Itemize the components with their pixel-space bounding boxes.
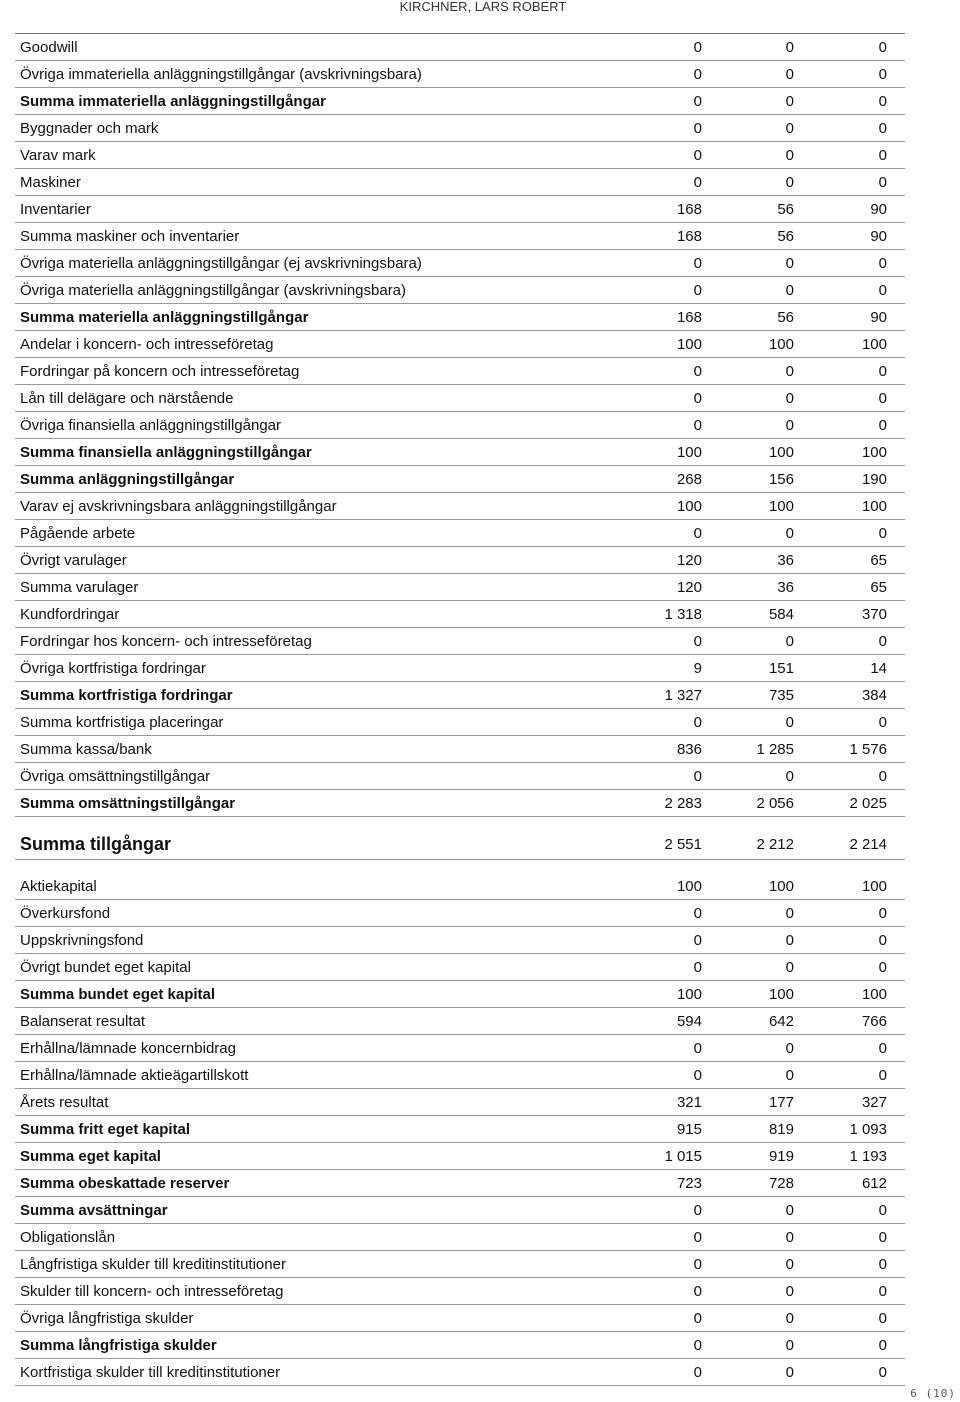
row-value-1: 0 (693, 281, 702, 299)
row-value-3: 90 (870, 200, 887, 218)
row-value-1: 0 (693, 904, 702, 922)
row-value-2: 2 212 (756, 835, 794, 853)
row-value-1: 100 (676, 877, 702, 895)
row-value-1: 1 327 (664, 686, 702, 704)
table-row (15, 385, 905, 412)
row-label: Övriga immateriella anläggningstillgångar (avskrivningsbara) (20, 65, 422, 83)
row-value-3: 2 025 (849, 794, 887, 812)
row-value-1: 1 015 (664, 1147, 702, 1165)
row-label: Lån till delägare och närstående (20, 389, 234, 407)
row-value-3: 0 (878, 1255, 887, 1273)
row-label: Summa varulager (20, 578, 139, 596)
row-value-1: 723 (676, 1174, 702, 1192)
row-value-2: 177 (768, 1093, 794, 1111)
row-value-2: 0 (785, 1066, 794, 1084)
row-value-2: 0 (785, 1255, 794, 1273)
table-row (15, 34, 905, 61)
table-row (15, 1359, 905, 1386)
row-value-2: 642 (768, 1012, 794, 1030)
row-value-2: 100 (768, 985, 794, 1003)
row-value-2: 0 (785, 389, 794, 407)
row-label: Summa omsättningstillgångar (20, 794, 236, 812)
table-row (15, 601, 905, 628)
row-label: Fordringar på koncern och intresseföretag (20, 362, 300, 380)
row-value-2: 819 (768, 1120, 794, 1138)
row-label: Övrigt varulager (20, 551, 127, 569)
row-value-1: 0 (693, 119, 702, 137)
row-label: Summa kortfristiga placeringar (20, 713, 224, 731)
row-value-2: 584 (768, 605, 794, 623)
row-label: Goodwill (20, 38, 78, 56)
row-value-1: 0 (693, 767, 702, 785)
row-value-2: 36 (777, 551, 794, 569)
table-row (15, 1062, 905, 1089)
table-row (15, 547, 905, 574)
row-value-3: 0 (878, 389, 887, 407)
row-value-1: 120 (676, 578, 702, 596)
table-row (15, 1332, 905, 1359)
row-value-1: 0 (693, 1201, 702, 1219)
row-value-3: 0 (878, 38, 887, 56)
table-row (15, 115, 905, 142)
row-value-1: 0 (693, 254, 702, 272)
row-value-2: 0 (785, 1282, 794, 1300)
row-value-2: 100 (768, 877, 794, 895)
row-value-1: 0 (693, 1066, 702, 1084)
row-label: Övriga materiella anläggningstillgångar (avskrivningsbara) (20, 281, 407, 299)
table-row (15, 520, 905, 547)
row-label: Summa kortfristiga fordringar (20, 686, 233, 704)
row-label: Överkursfond (20, 904, 111, 922)
table-row (15, 1305, 905, 1332)
row-value-3: 65 (870, 578, 887, 596)
row-value-3: 0 (878, 1201, 887, 1219)
row-value-3: 1 093 (849, 1120, 887, 1138)
row-value-2: 0 (785, 416, 794, 434)
row-value-3: 14 (870, 659, 887, 677)
row-value-3: 2 214 (849, 835, 887, 853)
row-value-2: 0 (785, 362, 794, 380)
row-label: Uppskrivningsfond (20, 931, 144, 949)
row-label: Erhållna/lämnade koncernbidrag (20, 1039, 236, 1057)
row-value-2: 0 (785, 1201, 794, 1219)
table-row (15, 223, 905, 250)
row-value-2: 0 (785, 1336, 794, 1354)
row-value-3: 0 (878, 632, 887, 650)
row-value-3: 90 (870, 308, 887, 326)
row-value-2: 1 285 (756, 740, 794, 758)
table-row (15, 493, 905, 520)
row-value-2: 151 (768, 659, 794, 677)
row-value-3: 766 (861, 1012, 887, 1030)
table-row (15, 1170, 905, 1197)
row-label: Övriga långfristiga skulder (20, 1309, 194, 1327)
row-value-2: 0 (785, 958, 794, 976)
row-label: Övriga kortfristiga fordringar (20, 659, 206, 677)
row-value-1: 168 (676, 308, 702, 326)
row-label: Obligationslån (20, 1228, 116, 1246)
row-value-2: 36 (777, 578, 794, 596)
table-row (15, 682, 905, 709)
row-value-3: 0 (878, 1039, 887, 1057)
row-value-3: 0 (878, 1309, 887, 1327)
row-value-1: 0 (693, 362, 702, 380)
table-row (15, 981, 905, 1008)
row-value-3: 100 (861, 335, 887, 353)
table-row (15, 439, 905, 466)
row-value-3: 0 (878, 281, 887, 299)
row-label: Varav ej avskrivningsbara anläggningstillgångar (20, 497, 337, 515)
table-row (15, 1143, 905, 1170)
row-value-3: 0 (878, 958, 887, 976)
row-label: Kundfordringar (20, 605, 120, 623)
row-value-1: 0 (693, 1336, 702, 1354)
row-label: Övriga omsättningstillgångar (20, 767, 211, 785)
row-label: Övrigt bundet eget kapital (20, 958, 191, 976)
row-value-3: 190 (861, 470, 887, 488)
row-label: Summa maskiner och inventarier (20, 227, 240, 245)
row-label: Summa bundet eget kapital (20, 985, 216, 1003)
row-value-1: 0 (693, 524, 702, 542)
table-row (15, 709, 905, 736)
row-value-1: 0 (693, 146, 702, 164)
row-label: Varav mark (20, 146, 96, 164)
row-value-3: 0 (878, 1363, 887, 1381)
page-number: 6 (10) (910, 1387, 956, 1400)
row-value-2: 100 (768, 497, 794, 515)
row-value-2: 0 (785, 146, 794, 164)
row-value-1: 2 551 (664, 835, 702, 853)
row-value-3: 0 (878, 767, 887, 785)
row-value-1: 0 (693, 1228, 702, 1246)
row-value-1: 0 (693, 1255, 702, 1273)
row-value-1: 0 (693, 389, 702, 407)
row-value-3: 0 (878, 713, 887, 731)
row-value-3: 100 (861, 877, 887, 895)
row-value-1: 168 (676, 200, 702, 218)
row-value-1: 0 (693, 1363, 702, 1381)
row-value-3: 0 (878, 92, 887, 110)
row-label: Summa kassa/bank (20, 740, 152, 758)
row-value-3: 0 (878, 254, 887, 272)
row-value-3: 0 (878, 1282, 887, 1300)
table-row (15, 142, 905, 169)
row-value-1: 0 (693, 38, 702, 56)
row-value-1: 100 (676, 335, 702, 353)
row-value-2: 56 (777, 200, 794, 218)
row-value-3: 100 (861, 985, 887, 1003)
row-value-1: 168 (676, 227, 702, 245)
table-row (15, 250, 905, 277)
row-label: Summa tillgångar (20, 833, 172, 854)
row-label: Kortfristiga skulder till kreditinstitutioner (20, 1363, 281, 1381)
row-label: Summa obeskattade reserver (20, 1174, 230, 1192)
row-value-3: 1 193 (849, 1147, 887, 1165)
row-value-3: 0 (878, 146, 887, 164)
row-label: Summa immateriella anläggningstillgångar (20, 92, 326, 110)
row-label: Övriga materiella anläggningstillgångar (ej avskrivningsbara) (20, 254, 422, 272)
row-value-1: 0 (693, 416, 702, 434)
row-value-3: 0 (878, 173, 887, 191)
row-value-1: 0 (693, 713, 702, 731)
row-value-2: 0 (785, 767, 794, 785)
row-value-1: 321 (676, 1093, 702, 1111)
row-label: Summa finansiella anläggningstillgångar (20, 443, 312, 461)
row-value-3: 0 (878, 65, 887, 83)
assets-table (15, 33, 905, 817)
row-value-1: 0 (693, 632, 702, 650)
table-row (15, 61, 905, 88)
row-value-2: 728 (768, 1174, 794, 1192)
table-row (15, 574, 905, 601)
row-value-1: 0 (693, 1282, 702, 1300)
table-row (15, 304, 905, 331)
row-value-3: 0 (878, 362, 887, 380)
table-row (15, 763, 905, 790)
row-value-3: 90 (870, 227, 887, 245)
row-label: Summa avsättningar (20, 1201, 168, 1219)
row-value-1: 268 (676, 470, 702, 488)
row-value-3: 65 (870, 551, 887, 569)
table-row (15, 954, 905, 981)
row-label: Skulder till koncern- och intresseföretag (20, 1282, 284, 1300)
header-name: KIRCHNER, LARS ROBERT (399, 0, 567, 14)
row-value-2: 735 (768, 686, 794, 704)
table-row (15, 358, 905, 385)
row-value-1: 836 (676, 740, 702, 758)
table-row (15, 927, 905, 954)
row-value-1: 100 (676, 497, 702, 515)
table-row (15, 1251, 905, 1278)
table-row (15, 736, 905, 763)
row-value-3: 0 (878, 931, 887, 949)
table-row (15, 655, 905, 682)
equity-liabilities-table (15, 873, 905, 1386)
row-value-2: 56 (777, 227, 794, 245)
row-value-3: 612 (861, 1174, 887, 1192)
row-value-2: 0 (785, 119, 794, 137)
row-value-3: 0 (878, 416, 887, 434)
row-value-2: 0 (785, 713, 794, 731)
row-label: Andelar i koncern- och intresseföretag (20, 335, 274, 353)
row-value-1: 120 (676, 551, 702, 569)
table-row (15, 1197, 905, 1224)
table-row (15, 466, 905, 493)
row-label: Balanserat resultat (20, 1012, 146, 1030)
row-value-2: 0 (785, 1363, 794, 1381)
row-value-3: 384 (861, 686, 887, 704)
total-assets-row (15, 829, 905, 860)
row-value-3: 0 (878, 1066, 887, 1084)
table-row (15, 1116, 905, 1143)
row-label: Fordringar hos koncern- och intresseföretag (20, 632, 312, 650)
row-label: Aktiekapital (20, 877, 97, 895)
row-value-2: 56 (777, 308, 794, 326)
row-value-3: 100 (861, 497, 887, 515)
table-row (15, 277, 905, 304)
row-value-1: 0 (693, 1309, 702, 1327)
table-row (15, 1089, 905, 1116)
row-label: Övriga finansiella anläggningstillgångar (20, 416, 281, 434)
row-label: Summa anläggningstillgångar (20, 470, 235, 488)
row-label: Pågående arbete (20, 524, 136, 542)
row-value-1: 100 (676, 443, 702, 461)
row-value-3: 327 (861, 1093, 887, 1111)
row-value-2: 0 (785, 38, 794, 56)
table-row (15, 196, 905, 223)
row-value-2: 100 (768, 443, 794, 461)
row-value-3: 100 (861, 443, 887, 461)
row-value-2: 0 (785, 524, 794, 542)
table-row (15, 790, 905, 817)
row-value-2: 0 (785, 65, 794, 83)
row-label: Byggnader och mark (20, 119, 159, 137)
row-label: Maskiner (20, 173, 81, 191)
row-label: Summa fritt eget kapital (20, 1120, 191, 1138)
table-row (15, 1278, 905, 1305)
row-label: Inventarier (20, 200, 91, 218)
page-header (0, 0, 960, 14)
row-value-1: 0 (693, 1039, 702, 1057)
row-value-3: 0 (878, 904, 887, 922)
table-row (15, 628, 905, 655)
row-value-2: 0 (785, 92, 794, 110)
row-value-3: 370 (861, 605, 887, 623)
row-value-2: 0 (785, 254, 794, 272)
row-label: Erhållna/lämnade aktieägartillskott (20, 1066, 249, 1084)
row-value-1: 0 (693, 92, 702, 110)
table-row (15, 331, 905, 358)
table-row (15, 1035, 905, 1062)
row-value-1: 0 (693, 65, 702, 83)
row-label: Årets resultat (20, 1093, 109, 1111)
table-row (15, 873, 905, 900)
row-value-2: 0 (785, 632, 794, 650)
row-value-2: 0 (785, 1039, 794, 1057)
row-value-1: 594 (676, 1012, 702, 1030)
row-label: Summa eget kapital (20, 1147, 161, 1165)
row-value-2: 2 056 (756, 794, 794, 812)
row-value-2: 0 (785, 1228, 794, 1246)
row-label: Summa materiella anläggningstillgångar (20, 308, 309, 326)
row-label: Summa långfristiga skulder (20, 1336, 217, 1354)
row-value-3: 0 (878, 524, 887, 542)
row-value-1: 915 (676, 1120, 702, 1138)
table-row (15, 900, 905, 927)
row-value-2: 0 (785, 931, 794, 949)
row-value-1: 0 (693, 173, 702, 191)
table-row (15, 88, 905, 115)
row-value-3: 0 (878, 1336, 887, 1354)
row-value-1: 0 (693, 931, 702, 949)
table-row (15, 1224, 905, 1251)
row-value-2: 156 (768, 470, 794, 488)
table-row (15, 169, 905, 196)
row-value-1: 2 283 (664, 794, 702, 812)
row-value-2: 0 (785, 281, 794, 299)
row-value-1: 1 318 (664, 605, 702, 623)
row-value-1: 9 (693, 659, 702, 677)
table-row (15, 412, 905, 439)
row-value-2: 100 (768, 335, 794, 353)
row-value-1: 100 (676, 985, 702, 1003)
row-value-1: 0 (693, 958, 702, 976)
row-label: Långfristiga skulder till kreditinstitutioner (20, 1255, 286, 1273)
row-value-3: 0 (878, 1228, 887, 1246)
row-value-3: 0 (878, 119, 887, 137)
row-value-2: 919 (768, 1147, 794, 1165)
row-value-2: 0 (785, 904, 794, 922)
row-value-2: 0 (785, 1309, 794, 1327)
row-value-3: 1 576 (849, 740, 887, 758)
table-row (15, 1008, 905, 1035)
row-value-2: 0 (785, 173, 794, 191)
